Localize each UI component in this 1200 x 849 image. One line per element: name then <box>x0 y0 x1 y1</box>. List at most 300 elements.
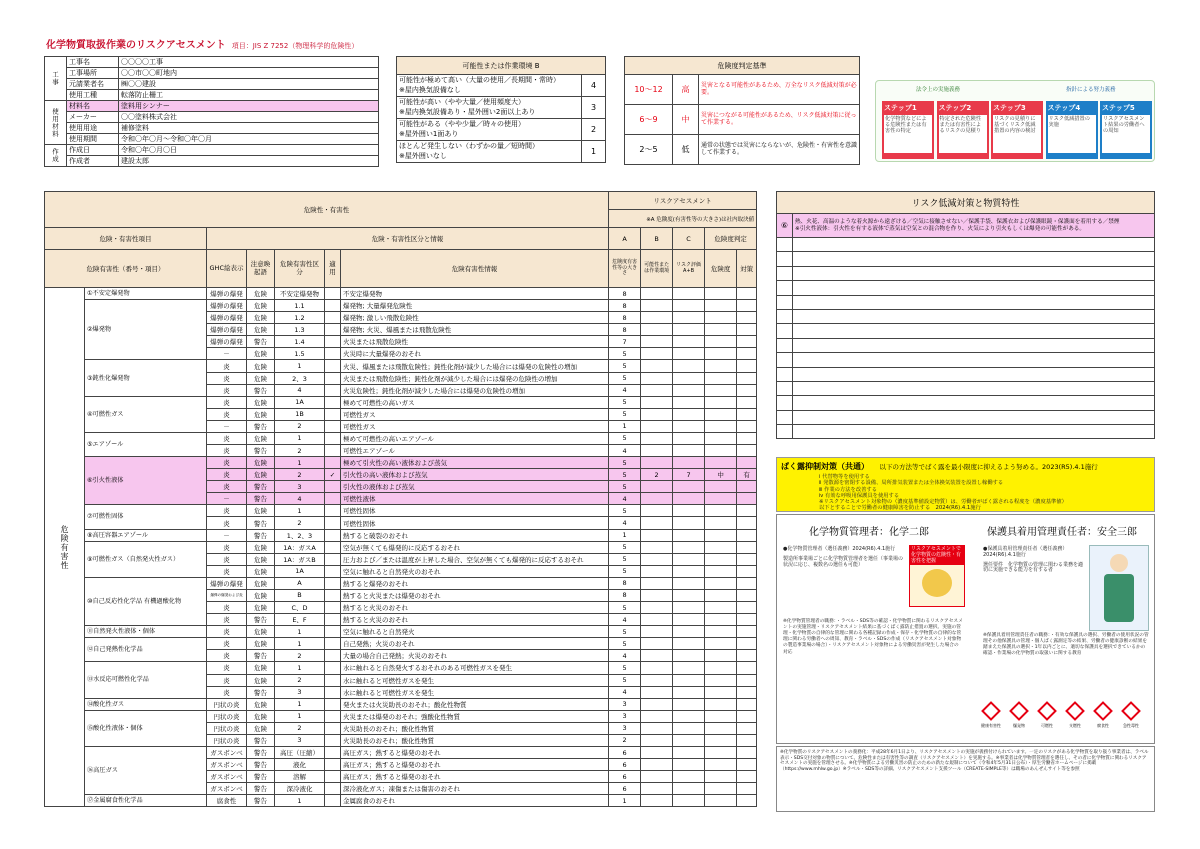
severity-range: 6～9 <box>625 105 673 135</box>
ghs-pictogram: 爆弾の爆発 <box>207 577 247 589</box>
hazard-category: 1 <box>275 698 325 710</box>
risk-level <box>705 457 737 469</box>
score-c <box>673 384 705 396</box>
risk-level <box>705 312 737 324</box>
info-group-label: 作成 <box>45 145 67 167</box>
hazard-statement: 火災または爆発のおそれ；強酸化性物質 <box>341 710 609 722</box>
measure <box>737 722 757 734</box>
hazard-class-name: ④可燃性ガス <box>85 396 207 432</box>
risk-level <box>705 348 737 360</box>
apply-check[interactable] <box>325 783 341 795</box>
score-c <box>673 746 705 758</box>
poster-caption: リスクアセスメントで化学物質の危険性・有害性を把握 <box>910 546 964 565</box>
apply-check[interactable] <box>325 734 341 746</box>
hazard-statement: 空気に触れると自然発火 <box>341 626 609 638</box>
hazard-row <box>45 529 757 541</box>
score-c <box>673 288 705 300</box>
risk-level <box>705 686 737 698</box>
apply-check[interactable] <box>325 553 341 565</box>
signal-word: 危険 <box>247 638 275 650</box>
ghs-pictogram: － <box>207 420 247 432</box>
score-a: 7 <box>609 336 641 348</box>
measure <box>737 638 757 650</box>
apply-check[interactable] <box>325 795 341 807</box>
hazard-category: 1 <box>275 432 325 444</box>
apply-check[interactable] <box>325 759 341 771</box>
empty-cell <box>793 266 1155 280</box>
measure <box>737 589 757 601</box>
measure <box>737 457 757 469</box>
ghs-diamond-icon <box>1037 701 1057 721</box>
measure <box>737 650 757 662</box>
signal-word: 危険 <box>247 602 275 614</box>
subtitle-text: 項目：JIS Z 7252（物理科学的危険性） <box>231 42 359 50</box>
hazard-class-name: ⑧高圧容器エアゾール <box>85 529 207 541</box>
signal-word: 警告 <box>247 614 275 626</box>
ghs-label: 爆発物 <box>1013 723 1025 728</box>
info-label: 元請業者名 <box>67 79 119 90</box>
info-value: 補修塗料 <box>119 123 379 134</box>
empty-cell <box>793 410 1155 424</box>
signal-word: 警告 <box>247 529 275 541</box>
info-value: 転落防止柵工 <box>119 90 379 101</box>
risk-level: 中 <box>705 469 737 481</box>
risk-level <box>705 710 737 722</box>
hazard-category: 2 <box>275 650 325 662</box>
measure <box>737 288 757 300</box>
apply-check[interactable] <box>325 360 341 372</box>
apply-check[interactable] <box>325 517 341 529</box>
signal-word: 危険 <box>247 432 275 444</box>
info-label: 作成日 <box>67 145 119 156</box>
step-box <box>1046 101 1098 159</box>
apply-check[interactable] <box>325 577 341 589</box>
signal-word: 警告 <box>247 650 275 662</box>
hazard-statement: 引火性の液体および蒸気 <box>341 481 609 493</box>
apply-check[interactable] <box>325 565 341 577</box>
signal-word: 危険 <box>247 469 275 481</box>
hazard-category: 溶解 <box>275 771 325 783</box>
h3-b: 可能性または作業環境 <box>641 250 673 288</box>
hazard-class-name: ⑨可燃性ガス（自然発火性ガス） <box>85 541 207 577</box>
score-a: 2 <box>609 734 641 746</box>
apply-check[interactable] <box>325 288 341 300</box>
ghs-diamond-icon <box>1065 701 1085 721</box>
ghs-pictogram: 炎 <box>207 674 247 686</box>
score-b <box>641 517 673 529</box>
score-b <box>641 771 673 783</box>
hazard-category: 1 <box>275 457 325 469</box>
score-a: 4 <box>609 686 641 698</box>
ghs-diamond-icon <box>1093 701 1113 721</box>
hazard-category: 1A <box>275 565 325 577</box>
info-label: 材料名 <box>67 101 119 112</box>
score-a: 1 <box>609 795 641 807</box>
risk-assessment-steps <box>875 80 1155 162</box>
chemical-manager-title: 化学物質管理者：化学二郎 <box>809 527 929 538</box>
apply-check[interactable] <box>325 662 341 674</box>
hazard-row <box>45 746 757 758</box>
risk-level <box>705 759 737 771</box>
apply-check[interactable] <box>325 493 341 505</box>
apply-check[interactable] <box>325 336 341 348</box>
empty-cell <box>777 396 793 410</box>
score-b <box>641 734 673 746</box>
hazard-category: 1 <box>275 626 325 638</box>
measure <box>737 505 757 517</box>
signal-word: 危険 <box>247 360 275 372</box>
apply-check[interactable] <box>325 541 341 553</box>
empty-cell <box>793 281 1155 295</box>
frequency-text: 可能性が高い（やや大量／使用頻度大） <box>399 98 525 107</box>
hazard-statement: 水に触れると可燃性ガスを発生 <box>341 674 609 686</box>
hazard-statement: 自己発熱；火災のおそれ <box>341 638 609 650</box>
score-c <box>673 445 705 457</box>
score-b <box>641 662 673 674</box>
info-value: ㈱〇〇建設 <box>119 79 379 90</box>
frequency-cell <box>397 97 582 119</box>
ghs-diamond-icon <box>1009 701 1029 721</box>
empty-cell <box>777 338 793 352</box>
ghs-pictogram: 炎 <box>207 541 247 553</box>
hazard-row <box>45 638 757 650</box>
ghs-pictogram: 炎 <box>207 565 247 577</box>
apply-check[interactable] <box>325 432 341 444</box>
ghs-pictogram: － <box>207 348 247 360</box>
score-b <box>641 372 673 384</box>
side-label: 危険有害性 <box>45 288 85 807</box>
empty-cell <box>793 396 1155 410</box>
ghs-pictogram-icon <box>977 701 1005 729</box>
ghs-pictogram: 円状の炎 <box>207 698 247 710</box>
hazard-category: 1B <box>275 408 325 420</box>
score-a: 3 <box>609 722 641 734</box>
risk-level <box>705 300 737 312</box>
risk-level <box>705 420 737 432</box>
score-b <box>641 783 673 795</box>
risk-level <box>705 771 737 783</box>
score-a: 5 <box>609 457 641 469</box>
apply-check[interactable] <box>325 638 341 650</box>
empty-cell <box>777 324 793 338</box>
frequency-score: 1 <box>582 141 606 163</box>
ghs-pictograms <box>977 701 1153 741</box>
empty-cell <box>793 367 1155 381</box>
score-b <box>641 602 673 614</box>
apply-check[interactable] <box>325 384 341 396</box>
signal-word: 危険 <box>247 626 275 638</box>
h3-apply: 適用 <box>325 250 341 288</box>
hazard-class-name: ⑮酸化性液体・個体 <box>85 710 207 746</box>
score-b <box>641 324 673 336</box>
work-info-table <box>44 56 379 167</box>
hazard-category: 1 <box>275 710 325 722</box>
severity-range: 2～5 <box>625 135 673 165</box>
ghs-pictogram: 炎 <box>207 517 247 529</box>
hazard-category: C、D <box>275 602 325 614</box>
apply-check[interactable] <box>325 722 341 734</box>
h2-c: C <box>673 228 705 250</box>
apply-check[interactable] <box>325 771 341 783</box>
measure <box>737 602 757 614</box>
hazard-category: 深冷液化 <box>275 783 325 795</box>
step-label: ステップ2 <box>938 104 972 112</box>
empty-cell <box>793 425 1155 439</box>
signal-word: 警告 <box>247 759 275 771</box>
ghs-pictogram: 爆弾の爆発 <box>207 324 247 336</box>
ghs-pictogram: 炎 <box>207 384 247 396</box>
apply-check[interactable] <box>325 626 341 638</box>
hazard-statement: 深冷液化ガス；凍傷または傷害のおそれ <box>341 783 609 795</box>
apply-check[interactable] <box>325 481 341 493</box>
signal-word: 危険 <box>247 541 275 553</box>
info-value: 〇〇市〇〇町地内 <box>119 68 379 79</box>
ghs-pictogram: ガスボンベ <box>207 783 247 795</box>
severity-desc: 災害につながる可能性があるため、リスク低減対策に従って作業する。 <box>699 105 860 135</box>
signal-word: 警告 <box>247 517 275 529</box>
signal-word: 危険 <box>247 565 275 577</box>
h2-item: 危険・有害性項目 <box>45 228 207 250</box>
hazard-category: B <box>275 589 325 601</box>
measure <box>737 662 757 674</box>
measure <box>737 746 757 758</box>
measure <box>737 432 757 444</box>
apply-check[interactable] <box>325 408 341 420</box>
hazard-class-name: ⑤エアゾール <box>85 432 207 456</box>
frequency-score: 2 <box>582 119 606 141</box>
measure <box>737 420 757 432</box>
hazard-category: 3 <box>275 734 325 746</box>
exposure-item: ⅱ 発散源を密閉する設備、局所排気装置または全体換気装置を設置し稼働する <box>819 480 1004 487</box>
apply-check[interactable]: ✓ <box>325 469 341 481</box>
frequency-cell <box>397 119 582 141</box>
hazard-class-name: ⑪自然発火性液体・個体 <box>85 626 207 638</box>
ghs-pictogram: 爆弾の爆発 <box>207 288 247 300</box>
info-label: メーカー <box>67 112 119 123</box>
ra-note: ※A 危険度(有害性等の大きさ)は社内取決値 <box>609 210 757 228</box>
score-a: 6 <box>609 783 641 795</box>
hazard-class-name: ⑬水反応可燃性化学品 <box>85 662 207 698</box>
exposure-item: ⅲ 作業の方法を改善する <box>819 486 878 493</box>
hazard-row <box>45 541 757 553</box>
score-b <box>641 710 673 722</box>
hazard-statement: 火災危険性；鈍性化剤が減少した場合には爆発の危険性の増加 <box>341 384 609 396</box>
ghs-pictogram: 炎 <box>207 408 247 420</box>
frequency-header: 可能性または作業環境 B <box>397 57 606 75</box>
apply-check[interactable] <box>325 698 341 710</box>
score-b <box>641 589 673 601</box>
steps-left-caption: 法令上の実施義務 <box>916 87 961 93</box>
score-b <box>641 432 673 444</box>
hazard-header: 危険性・有害性 <box>45 192 609 228</box>
apply-check[interactable] <box>325 589 341 601</box>
score-c <box>673 565 705 577</box>
empty-cell <box>777 367 793 381</box>
hazard-row <box>45 505 757 517</box>
step-label: ステップ3 <box>993 104 1026 112</box>
h2-a: A <box>609 228 641 250</box>
hazard-statement: 空気が無くても爆発的に反応するおそれ <box>341 541 609 553</box>
measure <box>737 360 757 372</box>
head-icon <box>1110 554 1128 572</box>
signal-word: 警告 <box>247 481 275 493</box>
apply-check[interactable] <box>325 300 341 312</box>
measure <box>737 312 757 324</box>
hazard-table <box>44 191 757 807</box>
score-c <box>673 553 705 565</box>
measure <box>737 541 757 553</box>
hazard-row <box>45 396 757 408</box>
apply-check[interactable] <box>325 324 341 336</box>
title-text: 化学物質取扱作業のリスクアセスメント <box>46 40 226 51</box>
signal-word: 危険 <box>247 698 275 710</box>
risk-level <box>705 614 737 626</box>
score-a: 5 <box>609 505 641 517</box>
risk-level <box>705 734 737 746</box>
protector-manager-title: 保護具着用管理責任者：安全三郎 <box>987 527 1137 538</box>
apply-check[interactable] <box>325 686 341 698</box>
score-a: 5 <box>609 481 641 493</box>
right-header: リスク低減対策と物質特性 <box>777 192 1155 214</box>
ghs-pictogram: 炎 <box>207 553 247 565</box>
signal-word: 警告 <box>247 493 275 505</box>
score-a: 5 <box>609 565 641 577</box>
apply-check[interactable] <box>325 396 341 408</box>
ghs-pictogram: 炎 <box>207 662 247 674</box>
ghs-pictogram: 炎 <box>207 602 247 614</box>
score-a: 5 <box>609 674 641 686</box>
ghs-pictogram: 爆弾の爆発 <box>207 300 247 312</box>
frequency-score: 4 <box>582 75 606 97</box>
signal-word: 危険 <box>247 312 275 324</box>
score-a: 5 <box>609 360 641 372</box>
score-c <box>673 662 705 674</box>
hazard-statement: 熱すると火災のおそれ <box>341 602 609 614</box>
hazard-category: 2、3 <box>275 372 325 384</box>
measure <box>737 396 757 408</box>
info-value: 令和〇年〇月〇日 <box>119 145 379 156</box>
score-a: 8 <box>609 324 641 336</box>
score-b <box>641 481 673 493</box>
severity-level: 低 <box>673 135 699 165</box>
risk-level <box>705 553 737 565</box>
hazard-statement: 水に触れると自然発火するおそれのある可燃性ガスを発生 <box>341 662 609 674</box>
score-a: 5 <box>609 469 641 481</box>
signal-word: 危険 <box>247 396 275 408</box>
signal-word: 警告 <box>247 795 275 807</box>
hazard-category: 1 <box>275 795 325 807</box>
measure <box>737 372 757 384</box>
apply-check[interactable] <box>325 650 341 662</box>
ghs-pictogram: ガスボンベ <box>207 771 247 783</box>
risk-level <box>705 505 737 517</box>
hazard-row <box>45 710 757 722</box>
apply-check[interactable] <box>325 372 341 384</box>
measure <box>737 698 757 710</box>
score-b <box>641 384 673 396</box>
risk-level <box>705 565 737 577</box>
apply-check[interactable] <box>325 312 341 324</box>
risk-level <box>705 396 737 408</box>
h3-info: 危険有害性情報 <box>341 250 609 288</box>
ghs-pictogram: 腐食性 <box>207 795 247 807</box>
ghs-pictogram: 炎 <box>207 372 247 384</box>
apply-check[interactable] <box>325 505 341 517</box>
score-b <box>641 420 673 432</box>
info-label: 作成者 <box>67 156 119 167</box>
apply-check[interactable] <box>325 710 341 722</box>
hazard-category: 2 <box>275 445 325 457</box>
score-c <box>673 577 705 589</box>
score-c <box>673 529 705 541</box>
protector-manager-body: 選任要件 化学物質の管理に関わる業務を適切に実施できる能力を有する者 <box>983 561 1084 574</box>
ghs-pictogram: 炎 <box>207 505 247 517</box>
apply-check[interactable] <box>325 445 341 457</box>
frequency-text: ほとんど発生しない（わずかの量／短時間） <box>399 142 539 151</box>
apply-check[interactable] <box>325 529 341 541</box>
risk-level <box>705 589 737 601</box>
step-box <box>1100 101 1152 159</box>
worker-illustration-icon <box>922 569 952 597</box>
poster-image <box>909 545 965 607</box>
apply-check[interactable] <box>325 614 341 626</box>
info-value: 建設太郎 <box>119 156 379 167</box>
right-marker: ⑥ <box>777 214 793 238</box>
apply-check[interactable] <box>325 674 341 686</box>
score-c <box>673 589 705 601</box>
hazard-statement: 爆発物; 大量爆発危険性 <box>341 300 609 312</box>
risk-level <box>705 638 737 650</box>
ghs-label: 腐食性 <box>1097 723 1109 728</box>
apply-check[interactable] <box>325 602 341 614</box>
signal-word: 危険 <box>247 288 275 300</box>
apply-check[interactable] <box>325 457 341 469</box>
signal-word: 危険 <box>247 457 275 469</box>
score-c <box>673 336 705 348</box>
step-text: 化学物質などによる危険性または有害性の特定 <box>884 115 932 153</box>
measure <box>737 783 757 795</box>
score-b <box>641 396 673 408</box>
step-text: リスク低減措置の実施 <box>1048 115 1096 153</box>
risk-reduction-table <box>776 191 1155 439</box>
apply-check[interactable] <box>325 420 341 432</box>
frequency-sub: ※屋外囲い1面あり <box>399 129 459 138</box>
ghs-pictogram: 円状の炎 <box>207 734 247 746</box>
score-a: 8 <box>609 288 641 300</box>
empty-cell <box>777 295 793 309</box>
apply-check[interactable] <box>325 746 341 758</box>
score-c <box>673 734 705 746</box>
hazard-category: 1 <box>275 662 325 674</box>
ghs-pictogram: 炎 <box>207 638 247 650</box>
risk-level <box>705 602 737 614</box>
hazard-statement: 発火または火災助長のおそれ；酸化性物質 <box>341 698 609 710</box>
hazard-statement: 引火性の高い液体および蒸気 <box>341 469 609 481</box>
h3-category: 危険有害性区分 <box>275 250 325 288</box>
signal-word: 危険 <box>247 300 275 312</box>
hazard-row <box>45 288 757 300</box>
hazard-category: 2 <box>275 420 325 432</box>
measure: 有 <box>737 469 757 481</box>
signal-word: 危険 <box>247 722 275 734</box>
info-value: 〇〇塗料株式会社 <box>119 112 379 123</box>
hazard-row <box>45 432 757 444</box>
hazard-category: E、F <box>275 614 325 626</box>
risk-level <box>705 384 737 396</box>
score-c <box>673 396 705 408</box>
score-b <box>641 541 673 553</box>
apply-check[interactable] <box>325 348 341 360</box>
